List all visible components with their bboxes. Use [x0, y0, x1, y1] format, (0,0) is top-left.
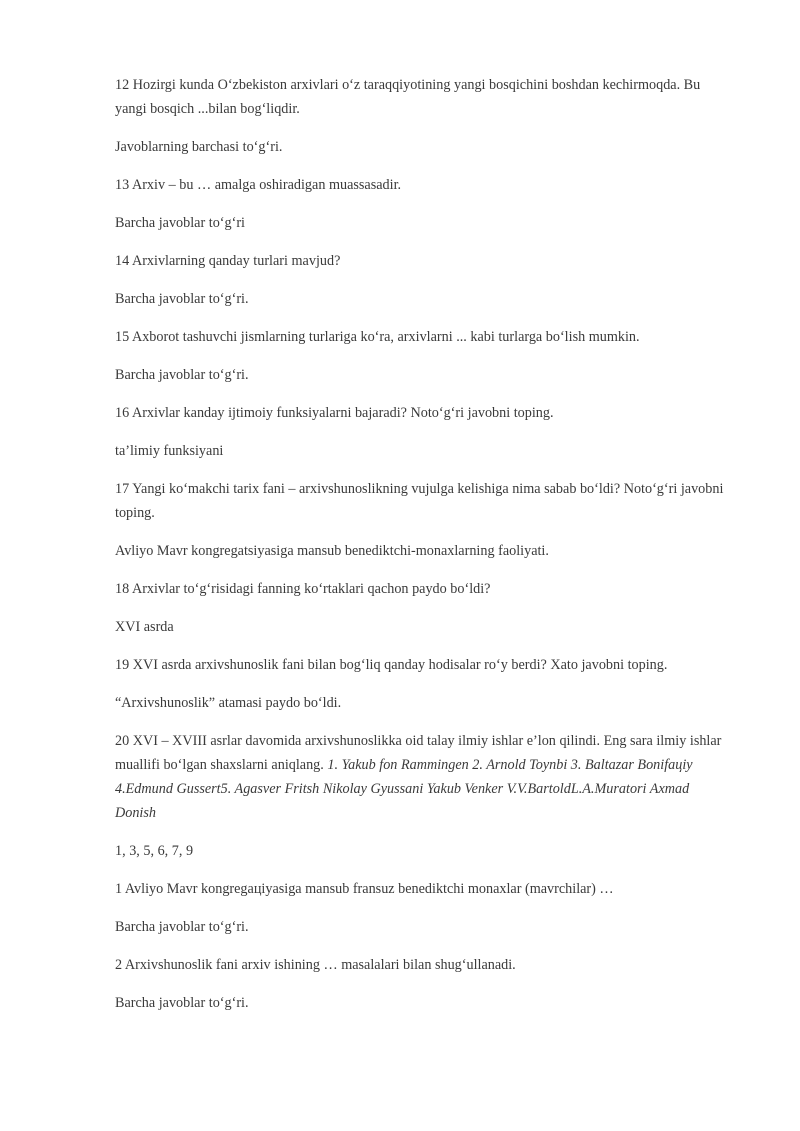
question-17: 17 Yangi ko‘makchi tarix fani – arxivshunoslikning vujulga kelishiga nima sabab bo‘ldi? Noto‘g‘ri javobni toping.	[115, 481, 724, 521]
question-19: 19 XVI asrda arxivshunoslik fani bilan bog‘liq qanday hodisalar ro‘y berdi? Xato javobni toping.	[115, 657, 668, 673]
answer-12: Javoblarning barchasi to‘g‘ri.	[115, 139, 283, 155]
answer-19: “Arxivshunoslik” atamasi paydo bo‘ldi.	[115, 695, 342, 711]
question-20	[115, 729, 727, 825]
question-1: 1 Avliyo Mavr kongregaцiyasiga mansub fransuz benediktchi monaxlar (mavrchilar) …	[115, 881, 614, 897]
question-12: 12 Hozirgi kunda O‘zbekiston arxivlari o‘z taraqqiyotining yangi bosqichini boshdan kechirmoqda. Bu yangi bosqich ...bilan bog‘liqdir.	[115, 77, 701, 117]
answer-16: ta’limiy funksiyani	[115, 443, 224, 459]
question-13: 13 Arxiv – bu … amalga oshiradigan muassasadir.	[115, 177, 402, 193]
question-20-options: 1. Yakub fon Rammingen 2. Arnold Toynbi 3. Baltazar Bonifaцiy 4.Edmund Gussert5. Agasver Fritsh Nikolay Gyussani Yakub Venker V.V.BartoldL.A.Muratori Axmad Donish	[115, 757, 693, 821]
document-page	[115, 73, 727, 1029]
question-20-text: 20 XVI – XVIII asrlar davomida arxivshunoslikka oid talay ilmiy ishlar e’lon qilindi. Eng sara ilmiy ishlar muallifi bo‘lgan shaxslarni aniqlang.	[115, 733, 722, 773]
answer-2: Barcha javoblar to‘g‘ri.	[115, 995, 249, 1011]
answer-17: Avliyo Mavr kongregatsiyasiga mansub benediktchi-monaxlarning faoliyati.	[115, 543, 549, 559]
answer-20: 1, 3, 5, 6, 7, 9	[115, 843, 194, 859]
answer-13: Barcha javoblar to‘g‘ri	[115, 215, 245, 231]
question-14: 14 Arxivlarning qanday turlari mavjud?	[115, 253, 341, 269]
answer-18: XVI asrda	[115, 619, 174, 635]
answer-1: Barcha javoblar to‘g‘ri.	[115, 919, 249, 935]
question-18: 18 Arxivlar to‘g‘risidagi fanning ko‘rtaklari qachon paydo bo‘ldi?	[115, 581, 491, 597]
question-15: 15 Axborot tashuvchi jismlarning turlariga ko‘ra, arxivlarni ... kabi turlarga bo‘lish mumkin.	[115, 329, 640, 345]
question-16: 16 Arxivlar kanday ijtimoiy funksiyalarni bajaradi? Noto‘g‘ri javobni toping.	[115, 405, 554, 421]
answer-15: Barcha javoblar to‘g‘ri.	[115, 367, 249, 383]
question-2: 2 Arxivshunoslik fani arxiv ishining … masalalari bilan shug‘ullanadi.	[115, 957, 516, 973]
answer-14: Barcha javoblar to‘g‘ri.	[115, 291, 249, 307]
